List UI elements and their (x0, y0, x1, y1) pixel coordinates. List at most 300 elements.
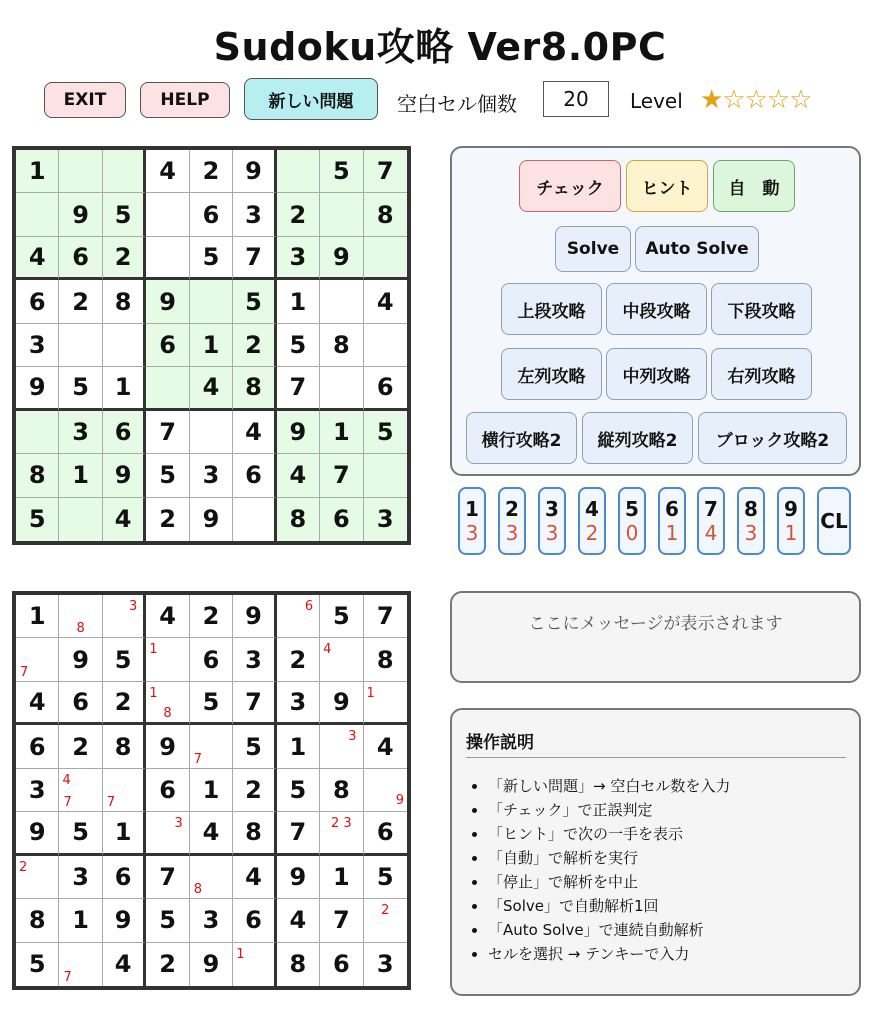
remaining-count: 2 (585, 521, 599, 545)
candidate-board-cell-r3c8[interactable] (320, 682, 363, 725)
board-cell-r1c6[interactable] (233, 150, 276, 193)
cell-value: 9 (245, 602, 262, 631)
board-cell-r4c7[interactable] (277, 280, 320, 323)
right-column-strategy-button[interactable]: 右列攻略 (711, 348, 812, 400)
candidate-board-cell-r3c1[interactable] (16, 682, 59, 725)
board-cell-r2c1[interactable] (16, 193, 59, 236)
candidate-board-cell-r3c4[interactable] (146, 682, 189, 725)
candidate-board-cell-r8c4[interactable] (146, 899, 189, 942)
block-strategy2-button[interactable]: ブロック攻略2 (698, 412, 847, 464)
cell-value: 3 (289, 688, 307, 717)
cell-value: 8 (332, 775, 350, 804)
candidate-board-cell-r7c3[interactable] (103, 856, 146, 899)
candidate-board-cell-r3c5[interactable] (190, 682, 233, 725)
candidate-board-cell-r4c7[interactable] (277, 725, 320, 768)
remaining-count: 3 (465, 521, 479, 545)
board-cell-r2c8[interactable] (320, 193, 363, 236)
board-cell-r2c3[interactable] (103, 193, 146, 236)
cell-value: 6 (202, 645, 220, 674)
candidate-board-cell-r4c5[interactable] (190, 725, 233, 768)
cell-value: 8 (376, 200, 394, 229)
cell-value: 4 (114, 950, 132, 979)
board-cell-r1c5[interactable] (190, 150, 233, 193)
candidate-note: 6 (304, 599, 314, 614)
board-cell-r9c5[interactable] (190, 498, 233, 541)
cell-value: 8 (332, 330, 350, 359)
board-cell-r9c6[interactable] (233, 498, 276, 541)
board-cell-r8c7[interactable] (277, 454, 320, 497)
help-panel (450, 708, 861, 996)
middle-strategy-button[interactable]: 中段攻略 (606, 283, 707, 335)
cell-value: 3 (72, 417, 89, 446)
candidate-board-cell-r3c6[interactable] (233, 682, 276, 725)
number-button-1[interactable] (458, 487, 486, 555)
board-cell-r2c4[interactable] (146, 193, 189, 236)
candidate-note: 1 (366, 685, 375, 701)
number-label: 9 (784, 497, 798, 521)
candidate-board-cell-r9c4[interactable] (146, 943, 189, 986)
cell-value: 8 (376, 645, 394, 674)
number-label: 1 (465, 497, 479, 521)
cell-value: 3 (245, 200, 262, 229)
candidate-note: 2 (19, 859, 28, 875)
candidate-board-cell-r4c1[interactable] (16, 725, 59, 768)
left-column-strategy-button[interactable]: 左列攻略 (501, 348, 602, 400)
cell-value: 2 (245, 330, 262, 359)
cell-value: 3 (376, 505, 394, 534)
cell-value: 9 (114, 461, 132, 490)
board-cell-r3c3[interactable] (103, 237, 146, 280)
board-cell-r7c7[interactable] (277, 411, 320, 454)
candidate-note: 8 (193, 882, 203, 898)
board-cell-r3c2[interactable] (59, 237, 102, 280)
new-problem-button[interactable]: 新しい問題 (244, 78, 378, 120)
candidate-board-cell-r7c6[interactable] (233, 856, 276, 899)
candidate-board-cell-r8c8[interactable] (320, 899, 363, 942)
cell-value: 8 (245, 373, 262, 402)
cell-value: 6 (376, 373, 394, 402)
candidate-board-cell-r5c6[interactable] (233, 769, 276, 812)
cell-value: 2 (289, 200, 307, 229)
candidate-note: 8 (163, 706, 172, 722)
cell-value: 4 (202, 373, 220, 402)
cell-value: 6 (114, 862, 132, 891)
candidate-board-cell-r7c4[interactable] (146, 856, 189, 899)
remaining-count: 1 (784, 521, 798, 545)
board-cell-r7c5[interactable] (190, 411, 233, 454)
candidate-board-cell-r1c7[interactable] (277, 595, 320, 638)
candidate-board-cell-r4c3[interactable] (103, 725, 146, 768)
exit-button[interactable]: EXIT (44, 82, 126, 118)
candidate-board-cell-r9c3[interactable] (103, 943, 146, 986)
number-button-8[interactable] (737, 487, 765, 555)
board-cell-r3c1[interactable] (16, 237, 59, 280)
board-cell-r5c1[interactable] (16, 324, 59, 367)
board-cell-r6c6[interactable] (233, 367, 276, 410)
help-item: • 「Auto Solve」で連続自動解析 (488, 918, 730, 942)
board-cell-r3c7[interactable] (277, 237, 320, 280)
cell-value: 9 (332, 243, 350, 272)
remaining-count: 4 (704, 521, 718, 545)
board-cell-r6c7[interactable] (277, 367, 320, 410)
candidate-board-cell-r5c7[interactable] (277, 769, 320, 812)
candidate-board-cell-r1c2[interactable] (59, 595, 102, 638)
candidate-note: 2 3 (330, 816, 352, 832)
candidate-board-cell-r9c6[interactable] (233, 943, 276, 986)
board-cell-r2c2[interactable] (59, 193, 102, 236)
board-cell-r4c8[interactable] (320, 280, 363, 323)
help-item: • 「新しい問題」→ 空白セル数を入力 (488, 774, 730, 798)
board-cell-r8c3[interactable] (103, 454, 146, 497)
upper-strategy-button[interactable]: 上段攻略 (501, 283, 602, 335)
cell-value: 4 (202, 818, 220, 847)
help-item: • 「自動」で解析を実行 (488, 846, 730, 870)
candidate-board-cell-r1c9[interactable] (364, 595, 407, 638)
candidate-board-cell-r7c1[interactable] (16, 856, 59, 899)
candidate-board-cell-r3c7[interactable] (277, 682, 320, 725)
help-button[interactable]: HELP (140, 82, 230, 118)
board-cell-r7c8[interactable] (320, 411, 363, 454)
cell-value: 4 (376, 287, 394, 316)
number-button-3[interactable] (538, 487, 566, 555)
board-cell-r6c4[interactable] (146, 367, 189, 410)
board-cell-r8c1[interactable] (16, 454, 59, 497)
board-cell-r6c9[interactable] (364, 367, 407, 410)
candidate-board-cell-r2c4[interactable] (146, 638, 189, 681)
cell-value: 9 (72, 200, 89, 229)
remaining-count: 1 (665, 521, 679, 545)
cell-value: 2 (245, 775, 262, 804)
cell-value: 2 (114, 243, 132, 272)
board-cell-r8c4[interactable] (146, 454, 189, 497)
cell-value: 9 (202, 950, 220, 979)
number-button-5[interactable] (618, 487, 646, 555)
number-button-6[interactable] (658, 487, 686, 555)
level-stars[interactable]: ★☆☆☆☆ (700, 85, 812, 115)
candidate-board-cell-r9c9[interactable] (364, 943, 407, 986)
candidate-board-cell-r1c6[interactable] (233, 595, 276, 638)
candidate-board-cell-r4c9[interactable] (364, 725, 407, 768)
candidate-board-cell-r5c2[interactable] (59, 769, 102, 812)
candidate-board-cell-r2c9[interactable] (364, 638, 407, 681)
board-cell-r1c8[interactable] (320, 150, 363, 193)
candidate-board-cell-r2c6[interactable] (233, 638, 276, 681)
candidate-board-cell-r2c3[interactable] (103, 638, 146, 681)
cell-value: 3 (28, 330, 46, 359)
board-cell-r7c3[interactable] (103, 411, 146, 454)
help-item: • 「チェック」で正誤判定 (488, 798, 730, 822)
candidate-board-cell-r7c2[interactable] (59, 856, 102, 899)
cell-value: 4 (159, 157, 176, 186)
cell-value: 9 (159, 287, 176, 316)
board-cell-r8c6[interactable] (233, 454, 276, 497)
candidate-board-cell-r4c2[interactable] (59, 725, 102, 768)
check-button[interactable]: チェック (519, 160, 621, 212)
board-cell-r3c9[interactable] (364, 237, 407, 280)
board-cell-r1c2[interactable] (59, 150, 102, 193)
candidate-board-cell-r5c4[interactable] (146, 769, 189, 812)
blank-count-label: 空白セル個数 (397, 92, 517, 116)
board-cell-r1c4[interactable] (146, 150, 189, 193)
board-cell-r2c9[interactable] (364, 193, 407, 236)
cell-value: 3 (245, 645, 262, 674)
cell-value: 4 (245, 862, 262, 891)
cell-value: 6 (159, 330, 176, 359)
candidate-board-cell-r6c2[interactable] (59, 812, 102, 855)
help-item: • セルを選択 → テンキーで入力 (488, 942, 730, 966)
candidate-board-cell-r5c8[interactable] (320, 769, 363, 812)
cell-value: 6 (245, 906, 262, 935)
candidate-board-cell-r6c9[interactable] (364, 812, 407, 855)
candidate-board-cell-r5c1[interactable] (16, 769, 59, 812)
cell-value: 5 (202, 688, 220, 717)
candidate-board-cell-r7c7[interactable] (277, 856, 320, 899)
cell-value: 8 (114, 732, 132, 761)
cell-value: 1 (72, 906, 89, 935)
number-button-9[interactable] (777, 487, 805, 555)
candidate-board-cell-r7c5[interactable] (190, 856, 233, 899)
candidate-note: 1 (149, 642, 158, 658)
cell-value: 3 (376, 950, 394, 979)
cell-value: 5 (332, 602, 350, 631)
board-cell-r7c4[interactable] (146, 411, 189, 454)
candidate-board-cell-r1c5[interactable] (190, 595, 233, 638)
candidate-note: 7 (106, 795, 116, 811)
number-label: 4 (585, 497, 599, 521)
board-cell-r2c6[interactable] (233, 193, 276, 236)
board-cell-r5c3[interactable] (103, 324, 146, 367)
cell-value: 1 (28, 157, 46, 186)
board-cell-r9c3[interactable] (103, 498, 146, 541)
board-cell-r5c5[interactable] (190, 324, 233, 367)
board-cell-r8c9[interactable] (364, 454, 407, 497)
candidate-board-cell-r9c8[interactable] (320, 943, 363, 986)
board-cell-r4c4[interactable] (146, 280, 189, 323)
board-cell-r3c5[interactable] (190, 237, 233, 280)
candidate-board-cell-r4c6[interactable] (233, 725, 276, 768)
board-cell-r9c4[interactable] (146, 498, 189, 541)
blank-count-input[interactable]: 20 (543, 81, 609, 117)
board-cell-r9c7[interactable] (277, 498, 320, 541)
clear-button[interactable]: CL (817, 487, 851, 555)
cell-value: 4 (289, 906, 307, 935)
cell-value: 1 (332, 862, 350, 891)
board-cell-r4c5[interactable] (190, 280, 233, 323)
candidate-board-cell-r3c3[interactable] (103, 682, 146, 725)
cell-value: 6 (332, 950, 350, 979)
candidate-board-cell-r2c8[interactable] (320, 638, 363, 681)
board-cell-r6c2[interactable] (59, 367, 102, 410)
board-cell-r5c6[interactable] (233, 324, 276, 367)
cell-value: 4 (245, 417, 262, 446)
candidate-board-cell-r6c6[interactable] (233, 812, 276, 855)
candidate-board-cell-r2c7[interactable] (277, 638, 320, 681)
board-cell-r6c3[interactable] (103, 367, 146, 410)
board-cell-r5c7[interactable] (277, 324, 320, 367)
cell-value: 5 (28, 505, 46, 534)
help-item: • 「Solve」で自動解析1回 (488, 894, 730, 918)
cell-value: 9 (159, 732, 176, 761)
candidate-board-cell-r9c2[interactable] (59, 943, 102, 986)
cell-value: 3 (28, 775, 46, 804)
board-cell-r7c9[interactable] (364, 411, 407, 454)
cell-value: 5 (159, 906, 176, 935)
cell-value: 9 (202, 505, 220, 534)
board-cell-r8c8[interactable] (320, 454, 363, 497)
cell-value: 8 (289, 505, 307, 534)
candidate-board-cell-r6c4[interactable] (146, 812, 189, 855)
candidate-board-cell-r8c2[interactable] (59, 899, 102, 942)
board-cell-r7c6[interactable] (233, 411, 276, 454)
candidate-board-cell-r6c3[interactable] (103, 812, 146, 855)
middle-column-strategy-button[interactable]: 中列攻略 (606, 348, 707, 400)
cell-value: 9 (28, 818, 46, 847)
candidate-note: 3 (129, 599, 138, 614)
candidate-board-cell-r1c3[interactable] (103, 595, 146, 638)
board-cell-r8c5[interactable] (190, 454, 233, 497)
candidate-board-cell-r3c9[interactable] (364, 682, 407, 725)
candidate-board-cell-r4c4[interactable] (146, 725, 189, 768)
cell-value: 7 (376, 157, 394, 186)
board-cell-r9c2[interactable] (59, 498, 102, 541)
number-button-4[interactable] (578, 487, 606, 555)
board-cell-r3c6[interactable] (233, 237, 276, 280)
cell-value: 1 (202, 330, 220, 359)
candidate-note: 8 (76, 621, 85, 637)
board-cell-r5c4[interactable] (146, 324, 189, 367)
cell-value: 1 (289, 287, 307, 316)
candidate-note: 3 (348, 729, 357, 745)
row-strategy2-button[interactable]: 横行攻略2 (466, 412, 577, 464)
cell-value: 6 (28, 287, 46, 316)
cell-value: 3 (289, 243, 307, 272)
board-cell-r9c9[interactable] (364, 498, 407, 541)
lower-strategy-button[interactable]: 下段攻略 (711, 283, 812, 335)
candidate-board-cell-r6c1[interactable] (16, 812, 59, 855)
candidate-board-cell-r8c5[interactable] (190, 899, 233, 942)
board-cell-r6c1[interactable] (16, 367, 59, 410)
cell-value: 6 (159, 775, 176, 804)
cell-value: 4 (376, 732, 394, 761)
candidate-board-cell-r9c7[interactable] (277, 943, 320, 986)
number-button-7[interactable] (697, 487, 725, 555)
candidate-board-cell-r6c7[interactable] (277, 812, 320, 855)
board-cell-r3c4[interactable] (146, 237, 189, 280)
board-cell-r4c3[interactable] (103, 280, 146, 323)
candidate-board-cell-r7c9[interactable] (364, 856, 407, 899)
cell-value: 8 (289, 950, 307, 979)
cell-value: 7 (289, 373, 307, 402)
solve-button[interactable]: Solve (555, 226, 631, 272)
candidate-board-cell-r5c3[interactable] (103, 769, 146, 812)
help-list (468, 774, 730, 966)
candidate-board-cell-r7c8[interactable] (320, 856, 363, 899)
cell-value: 5 (289, 775, 307, 804)
board-cell-r7c2[interactable] (59, 411, 102, 454)
hint-button[interactable]: ヒント (626, 160, 708, 212)
board-cell-r1c7[interactable] (277, 150, 320, 193)
board-cell-r4c9[interactable] (364, 280, 407, 323)
board-cell-r5c9[interactable] (364, 324, 407, 367)
board-cell-r1c1[interactable] (16, 150, 59, 193)
board-cell-r4c2[interactable] (59, 280, 102, 323)
board-cell-r6c5[interactable] (190, 367, 233, 410)
candidate-board-cell-r4c8[interactable] (320, 725, 363, 768)
cell-value: 2 (72, 732, 89, 761)
board-cell-r1c9[interactable] (364, 150, 407, 193)
candidate-board-cell-r8c9[interactable] (364, 899, 407, 942)
cell-value: 2 (114, 688, 132, 717)
candidate-board-cell-r2c2[interactable] (59, 638, 102, 681)
column-strategy2-button[interactable]: 縦列攻略2 (582, 412, 693, 464)
number-button-2[interactable] (498, 487, 526, 555)
cell-value: 2 (289, 645, 307, 674)
board-cell-r3c8[interactable] (320, 237, 363, 280)
cell-value: 5 (376, 862, 394, 891)
board-cell-r7c1[interactable] (16, 411, 59, 454)
candidate-board-cell-r8c7[interactable] (277, 899, 320, 942)
board-cell-r9c1[interactable] (16, 498, 59, 541)
board-cell-r8c2[interactable] (59, 454, 102, 497)
board-cell-r1c3[interactable] (103, 150, 146, 193)
candidate-board-cell-r3c2[interactable] (59, 682, 102, 725)
candidate-board-cell-r6c8[interactable] (320, 812, 363, 855)
cell-value: 5 (28, 950, 46, 979)
cell-value: 8 (28, 461, 46, 490)
cell-value: 5 (114, 645, 132, 674)
candidate-board-cell-r8c6[interactable] (233, 899, 276, 942)
remaining-count: 3 (545, 521, 559, 545)
level-label: Level (630, 89, 683, 113)
auto-solve-button[interactable]: Auto Solve (635, 226, 759, 272)
cell-value: 6 (114, 417, 132, 446)
board-cell-r4c6[interactable] (233, 280, 276, 323)
board-cell-r6c8[interactable] (320, 367, 363, 410)
cell-value: 2 (202, 602, 220, 631)
cell-value: 4 (289, 461, 307, 490)
cell-value: 4 (114, 505, 132, 534)
board-cell-r2c7[interactable] (277, 193, 320, 236)
cell-value: 1 (72, 461, 89, 490)
cell-value: 9 (72, 645, 89, 674)
candidate-board-cell-r5c5[interactable] (190, 769, 233, 812)
board-cell-r5c2[interactable] (59, 324, 102, 367)
candidate-board-cell-r2c1[interactable] (16, 638, 59, 681)
cell-value: 6 (245, 461, 262, 490)
auto-button[interactable]: 自 動 (713, 160, 795, 212)
board-cell-r2c5[interactable] (190, 193, 233, 236)
cell-value: 6 (376, 818, 394, 847)
candidate-board-cell-r6c5[interactable] (190, 812, 233, 855)
candidate-board-cell-r8c3[interactable] (103, 899, 146, 942)
number-label: 5 (625, 497, 639, 521)
candidate-board-cell-r9c1[interactable] (16, 943, 59, 986)
cell-value: 7 (289, 818, 307, 847)
candidate-board-cell-r8c1[interactable] (16, 899, 59, 942)
candidate-note: 1 (149, 685, 158, 701)
board-cell-r9c8[interactable] (320, 498, 363, 541)
candidate-board-cell-r9c5[interactable] (190, 943, 233, 986)
candidate-board-cell-r1c8[interactable] (320, 595, 363, 638)
candidate-board-cell-r5c9[interactable] (364, 769, 407, 812)
board-cell-r5c8[interactable] (320, 324, 363, 367)
board-cell-r4c1[interactable] (16, 280, 59, 323)
candidate-board-cell-r1c4[interactable] (146, 595, 189, 638)
candidate-board-cell-r1c1[interactable] (16, 595, 59, 638)
candidate-board-cell-r2c5[interactable] (190, 638, 233, 681)
cell-value: 3 (202, 461, 220, 490)
number-label: 8 (744, 497, 758, 521)
